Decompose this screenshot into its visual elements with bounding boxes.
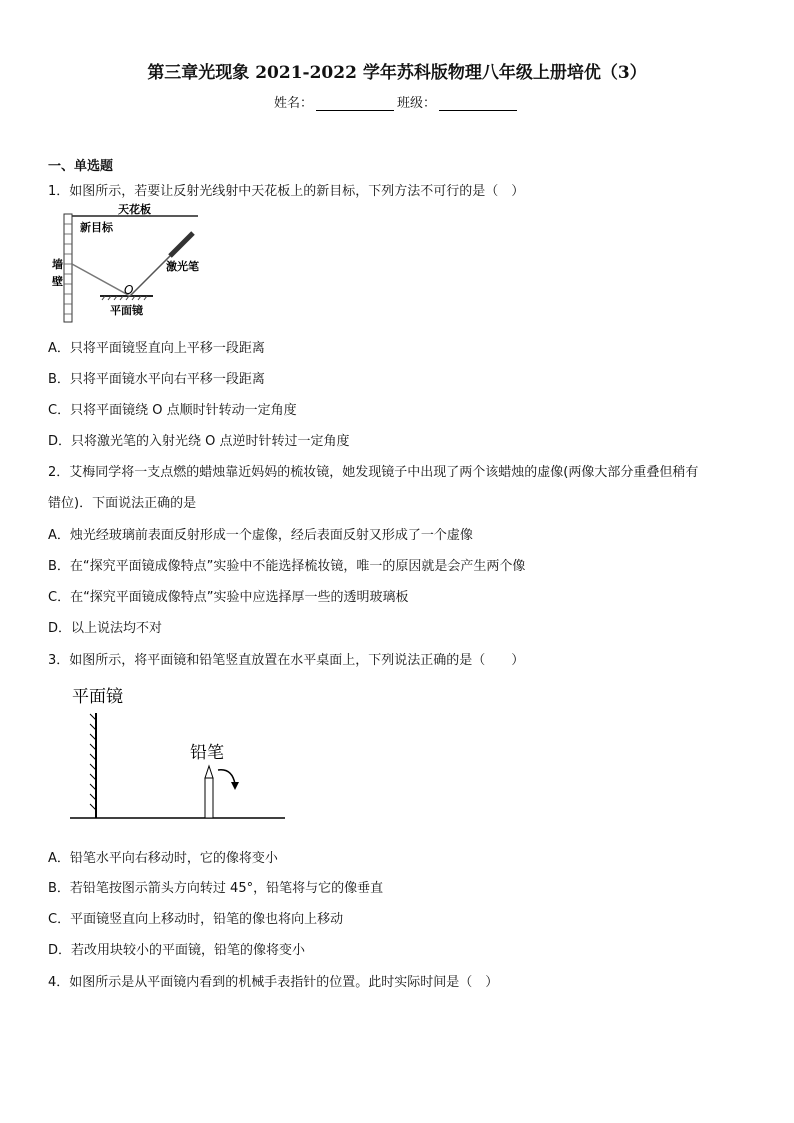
class-label: 班级： [397,96,437,111]
name-label: 姓名： [273,96,313,111]
point-o-label: O [124,283,134,297]
q4-stem: 4．如图所示是从平面镜内看到的机械手表指针的位置。此时实际时间是（ ） [48,975,499,990]
q2-option-b: B．在“探究平面镜成像特点”实验中不能选择梳妆镜，唯一的原因就是会产生两个像 [48,559,526,574]
q2-option-c: C．在“探究平面镜成像特点”实验中应选择厚一些的透明玻璃板 [48,590,409,605]
mirror-label: 平面镜 [72,687,123,707]
q3-option-d: D．若改用块较小的平面镜，铅笔的像将变小 [48,943,306,958]
wall-label-2: 壁 [52,275,63,288]
q2-stem: 2．艾梅同学将一支点燃的蜡烛靠近妈妈的梳妆镜，她发现镜子中出现了两个该蜡烛的虚像(两像大部分重叠但稍有 [48,465,699,480]
laser-label: 激光笔 [166,260,199,273]
wall-label-1: 墙 [52,258,63,271]
ceiling-label: 天花板 [118,203,151,216]
name-blank[interactable] [316,97,394,111]
q2-option-d: D．以上说法均不对 [48,621,163,636]
q1-option-c: C．只将平面镜绕 O 点顺时针转动一定角度 [48,403,297,418]
q1-option-b: B．只将平面镜水平向右平移一段距离 [48,372,265,387]
q1-option-d: D．只将激光笔的入射光绕 O 点逆时针转过一定角度 [48,434,350,449]
q3-stem: 3．如图所示，将平面镜和铅笔竖直放置在水平桌面上，下列说法正确的是（ ） [48,653,525,668]
mirror-label: 平面镜 [110,304,143,317]
target-label: 新目标 [80,221,113,234]
student-info [0,92,794,111]
class-blank[interactable] [439,97,517,111]
q3-figure [60,680,290,825]
pencil-label: 铅笔 [190,743,224,763]
q1-stem: 1．如图所示，若要让反射光线射中天花板上的新目标，下列方法不可行的是（ ） [48,184,525,199]
q1-figure [48,200,218,325]
q2-option-a: A．烛光经玻璃前表面反射形成一个虚像，经后表面反射又形成了一个虚像 [48,528,473,543]
q3-option-b: B．若铅笔按图示箭头方向转过 45°，铅笔将与它的像垂直 [48,881,384,896]
q1-option-a: A．只将平面镜竖直向上平移一段距离 [48,341,265,356]
q3-option-c: C．平面镜竖直向上移动时，铅笔的像也将向上移动 [48,912,344,927]
q2-stem-cont: 错位)．下面说法正确的是 [48,496,197,511]
q3-option-a: A．铅笔水平向右移动时，它的像将变小 [48,851,278,866]
page-title: 第三章光现象 2021-2022 学年苏科版物理八年级上册培优（3） [147,63,647,83]
section-heading: 一、单选题 [48,159,114,174]
